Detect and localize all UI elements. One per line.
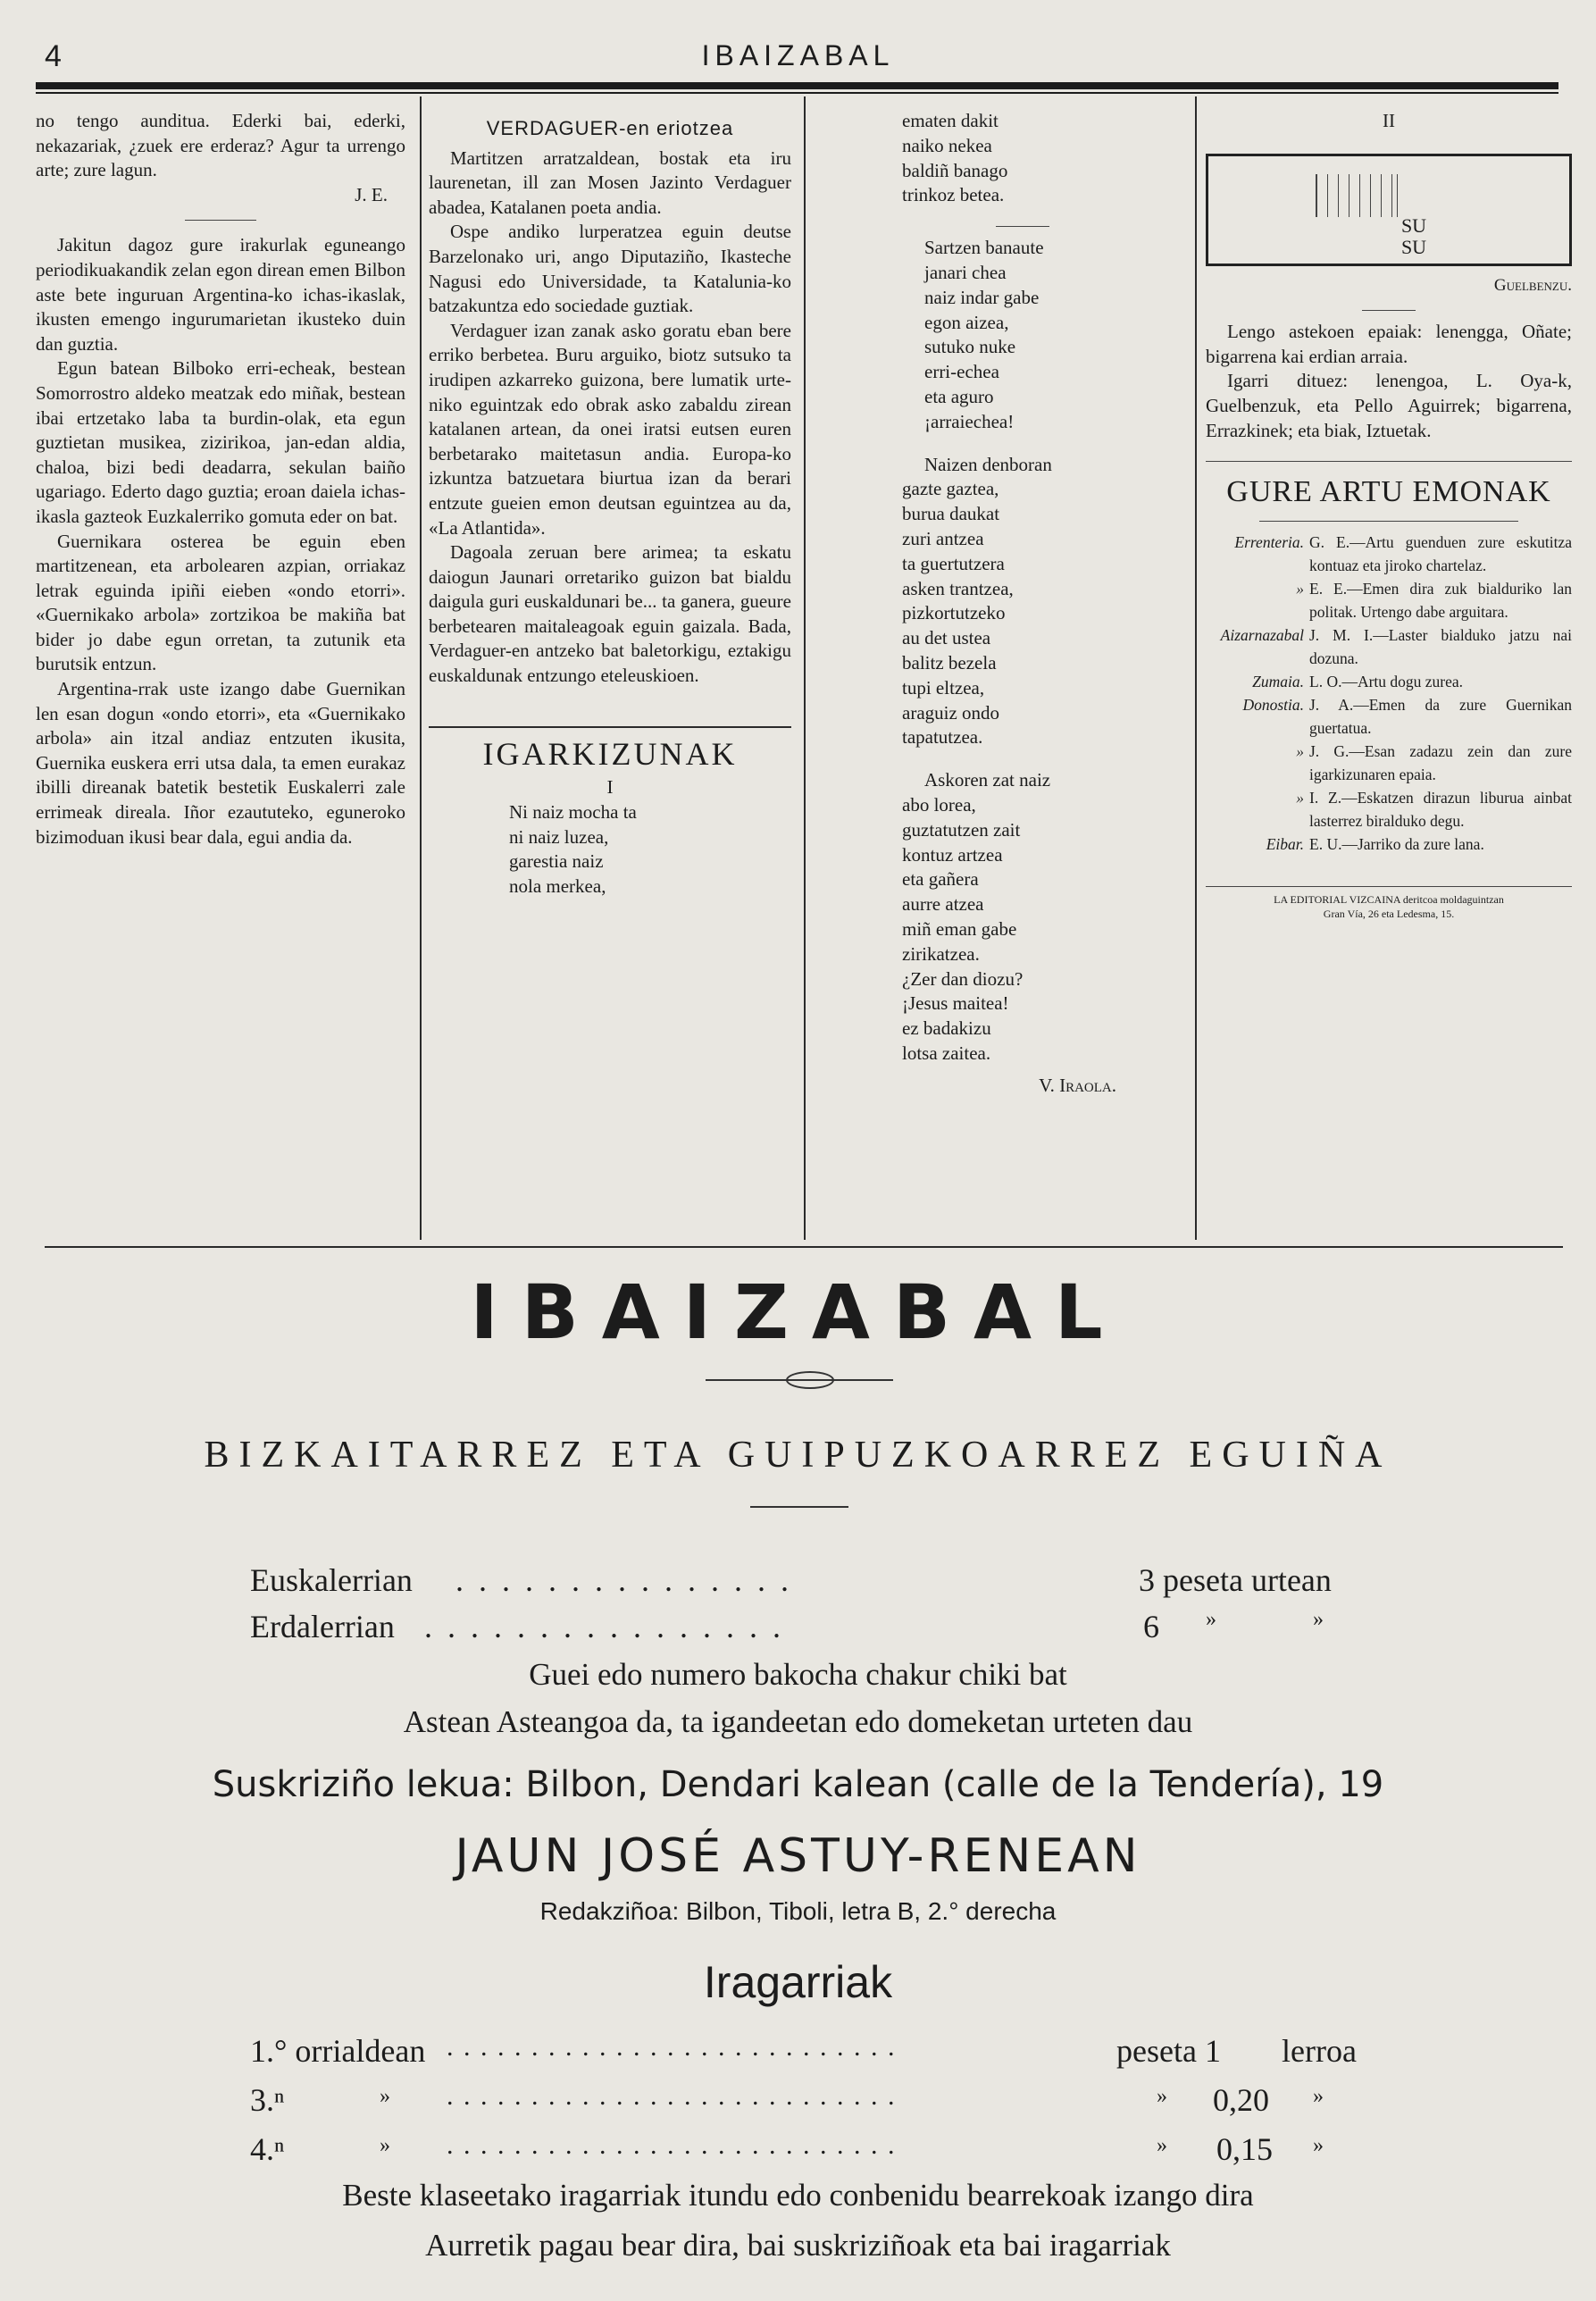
entry-location: Errenteria.	[1234, 532, 1304, 551]
price-dots: . . . . . . . . . . . . . . . .	[424, 1609, 784, 1644]
advertising-heading: Iragarriak	[703, 1957, 893, 2007]
poem-line: Sartzen banaute	[924, 237, 1044, 259]
ditto-mark: »	[1157, 2134, 1167, 2157]
price-value: 3 peseta urtean	[1139, 1562, 1332, 1598]
poem-line: balitz bezela	[902, 651, 997, 674]
editorial-address: Redakziñoa: Bilbon, Tiboli, letra B, 2.° derecha	[539, 1897, 1057, 1925]
entry-text: I. Z.—Eskatzen dirazun liburua ainbat lasterrez biralduko degu.	[1309, 788, 1572, 830]
section-heading: GURE ARTU EMONAK	[1226, 475, 1551, 509]
poem-line: tapatutzea.	[902, 726, 983, 749]
column-1	[36, 109, 405, 849]
price-value: 6	[1143, 1609, 1159, 1644]
ornament	[786, 1371, 834, 1389]
entry-text: E. E.—Emen dira zuk bialduriko lan politak. Urtengo dabe arguitara.	[1309, 579, 1572, 621]
running-title: IBAIZABAL	[701, 39, 895, 71]
poem-line: nola merkea,	[509, 875, 606, 898]
correspondence-entry	[1206, 786, 1572, 833]
poem-line: miñ eman gabe	[902, 917, 1017, 940]
poem-line: zuri antzea	[902, 527, 984, 549]
printer-imprint	[1206, 886, 1572, 921]
poem-line: trinkoz betea.	[902, 184, 1005, 206]
article-paragraph: Egun batean Bilboko erri-echeak, bestean Somorrostro aldeko meatzak edo miñak, bestean ibai ertzetako laba ta burdin-olak, eta egun guztietan musikea, zizirikoa, jan-edan aldia, chaloa, bizi bedi deadarra, sekulan baiño ugariago. Ederto dago guztia; eroan daiela ichas-ikasla gazteok Euzkalerriko gomuta eder on bat.	[36, 357, 405, 527]
ditto-mark: »	[1313, 1608, 1324, 1631]
separator	[1259, 521, 1518, 522]
poem-line: naiz indar gabe	[924, 286, 1040, 308]
header-rule	[36, 82, 1558, 89]
price-dots: . . . . . . . . . . . . . . .	[455, 1562, 792, 1598]
riddle-number: II	[1383, 110, 1395, 131]
ditto-mark: »	[1313, 2085, 1324, 2108]
riddle-number: I	[606, 776, 614, 799]
poem-stanza	[902, 768, 1170, 1067]
poem-line: egon aizea,	[924, 311, 1009, 333]
poem-line: ¡Jesus maitea!	[902, 992, 1009, 1015]
poem-line: ni naiz luzea,	[509, 825, 609, 848]
separator	[185, 220, 256, 221]
article-paragraph: Martitzen arratzaldean, bostak eta iru laurenetan, ill zan Mosen Jazinto Verdaguer abadea, Katalanen poeta andia.	[429, 146, 791, 218]
poem-stanza	[924, 236, 1170, 434]
advert-line: Guei edo numero bakocha chakur chiki bat	[529, 1657, 1067, 1692]
signature: J. E.	[355, 183, 388, 205]
rate-value: 0,20	[1213, 2082, 1269, 2118]
poem-line: janari chea	[924, 261, 1007, 283]
riddle-author: Guelbenzu.	[1493, 275, 1572, 295]
entry-location: Donostia.	[1242, 695, 1304, 714]
publisher-name: JAUN JOSÉ ASTUY-RENEAN	[455, 1829, 1141, 1883]
advert-footer-line: Beste klaseetako iragarriak itundu edo conbenidu bearrekoak izango dira	[342, 2178, 1254, 2213]
riddle-poem	[509, 800, 791, 899]
poem-line: guztatutzen zait	[902, 818, 1021, 841]
section-heading: IGARKIZUNAK	[429, 726, 791, 767]
ditto-mark: »	[1157, 2085, 1167, 2108]
section-rule	[45, 1246, 1563, 1248]
correspondence-entry	[1206, 693, 1572, 740]
entry-location: »	[1296, 788, 1304, 807]
poem-author: V. Iraola.	[1039, 1074, 1116, 1096]
price-label: Euskalerrian	[250, 1562, 413, 1598]
ditto-mark: »	[1313, 2134, 1324, 2157]
riddle-word: SU	[1400, 213, 1427, 237]
answers-paragraph: Igarri dituez: lenengoa, L. Oya-k, Guelbenzuk, eta Pello Aguirrek; bigarrena, Errazkinek; eta biak, Iztuetak.	[1206, 370, 1572, 441]
poem-line: erri-echea	[924, 361, 999, 383]
poem-stanza	[902, 453, 1170, 751]
column-divider	[804, 96, 806, 1240]
rate-value: peseta 1	[1116, 2033, 1221, 2069]
column-2	[429, 109, 791, 899]
riddle-picture	[1316, 174, 1398, 217]
correspondence-entry	[1206, 577, 1572, 623]
advert-title: IBAIZABAL	[470, 1268, 1126, 1356]
entry-location: »	[1296, 579, 1304, 598]
ditto-mark: »	[1206, 1608, 1216, 1631]
correspondence-entry	[1206, 833, 1572, 856]
poem-line: tupi eltzea,	[902, 676, 985, 699]
poem-line: Ni naiz mocha ta	[509, 800, 637, 823]
article-paragraph: Dagoala zeruan bere arimea; ta eskatu daiogun Jaunari orretariko guizon bat bialdu daigula guri euskaldunari be... ta ganera, gueure berbetearen maitaleagoak eguin gaizala. Bada, Verdaguer-en antzeko bat baletorkigu, eztakigu euskaldunak entzungo eteleuskioen.	[429, 541, 791, 687]
entry-text: J. A.—Emen da zure Guernikan guertatua.	[1309, 695, 1572, 737]
correspondence-entry	[1206, 623, 1572, 670]
answers-paragraph: Lengo astekoen epaiak: lenengga, Oñate; bigarrena kai erdian arraia.	[1206, 321, 1572, 367]
entry-text: J. M. I.—Laster bialduko jatzu nai dozuna.	[1309, 625, 1572, 667]
correspondence-entry	[1206, 740, 1572, 786]
poem-line: ematen dakit	[902, 110, 999, 131]
rate-value: 0,15	[1216, 2131, 1273, 2167]
ditto-mark: »	[380, 2134, 390, 2157]
poem-line: araguiz ondo	[902, 701, 1000, 724]
article-paragraph: Guernikara osterea be eguin eben martitzenean, eta arbolearen azpian, orriakaz letrak eguinda ipiñi eieben «ondo etorri». «Guernikako arbola» zortzikoa be makiña bat bider jo dabe egun orretan, ta zutunik eta burutsik entzun.	[36, 530, 405, 675]
poem-line: lotsa zaitea.	[902, 1042, 991, 1064]
article-paragraph: Verdaguer izan zanak asko goratu eban bere erriko berbetea. Buru arguiko, biotz sutsuko ta irudipen azkarreko guizona, bere lumatik urte-niko eguintzak edo obrak asko zabaldu zirean katalanen artean, da onei iratsi eutsen euren berbetarako maitetasun andia. Europa-ko izkuntza batzuetara biurtua izan da berari entzute gueien emon deutsan eguintzea au da, «La Atlantida».	[429, 319, 791, 539]
rate-dots: . . . . . . . . . . . . . . . . . . . . . . . . . . .	[447, 2130, 897, 2160]
article-paragraph: Ospe andiko lurperatzea eguin deutse Barzelonako uri, ango Diputaziño, Ikasteche Nagusi edo Universidade, ta Katalunia-ko batzakuntza edo sociedade guztiak.	[429, 221, 791, 317]
ornament-rule	[750, 1506, 848, 1508]
poem-line: garestia naiz	[509, 850, 604, 873]
column-divider	[1195, 96, 1197, 1240]
correspondence-entry	[1206, 531, 1572, 577]
price-label: Erdalerrian	[250, 1609, 395, 1644]
poem-line: zirikatzea.	[902, 942, 980, 965]
article-paragraph: no tengo aunditua. Ederki bai, ederki, nekazariak, ¿zuek ere erderaz? Agur ta urrengo arte; zure lagun.	[36, 110, 405, 181]
entry-location: Zumaia.	[1252, 672, 1304, 690]
poem-line: pizkortutzeko	[902, 602, 1006, 624]
separator	[996, 226, 1049, 227]
poem-stanza	[902, 109, 1170, 208]
rate-dots: . . . . . . . . . . . . . . . . . . . . . . . . . . .	[447, 2081, 897, 2111]
poem-line: eta gañera	[902, 868, 979, 891]
poem-line: Naizen denboran	[924, 453, 1052, 475]
column-divider	[420, 96, 422, 1240]
riddle-picture-frame	[1206, 154, 1572, 266]
entry-text: J. G.—Esan zadazu zein dan zure igarkizunaren epaia.	[1309, 741, 1572, 783]
poem-line: kontuz artzea	[902, 843, 1003, 866]
rate-unit: lerroa	[1282, 2033, 1357, 2069]
advert-line: Astean Asteangoa da, ta igandeetan edo domeketan urteten dau	[403, 1704, 1193, 1739]
subscription-address: Suskriziño lekua: Bilbon, Dendari kalean (calle de la Tendería), 19	[212, 1764, 1384, 1805]
poem-line: baldiñ banago	[902, 159, 1008, 181]
poem-line: au det ustea	[902, 627, 991, 649]
column-3	[875, 109, 1170, 1098]
poem-line: ta guertutzera	[902, 552, 1005, 574]
column-4	[1206, 109, 1572, 921]
ditto-mark: »	[380, 2085, 390, 2108]
separator	[1206, 461, 1572, 462]
advert-subtitle: BIZKAITARREZ ETA GUIPUZKOARREZ EGUIÑA	[204, 1435, 1392, 1476]
page-number: 4	[45, 39, 62, 73]
header-rule-thin	[36, 92, 1558, 94]
entry-text: L. O.—Artu dogu zurea.	[1309, 672, 1464, 690]
rate-label: 1.° orrialdean	[250, 2033, 426, 2069]
poem-line: sutuko nuke	[924, 336, 1016, 358]
poem-line: Askoren zat naiz	[924, 769, 1051, 791]
article-heading: VERDAGUER-en eriotzea	[486, 117, 734, 139]
riddle-picture-text	[1342, 215, 1485, 258]
poem-line: ¿Zer dan diozu?	[902, 967, 1024, 990]
poem-line: naiko nekea	[902, 134, 992, 156]
advert-footer-line: Aurretik pagau bear dira, bai suskriziñoak eta bai iragarriak	[425, 2228, 1171, 2263]
poem-line: burua daukat	[902, 503, 1000, 525]
poem-line: asken trantzea,	[902, 577, 1014, 599]
poem-line: eta aguro	[924, 385, 994, 407]
entry-location: Eibar.	[1266, 834, 1304, 853]
imprint-line: LA EDITORIAL VIZCAINA deritcoa moldaguintzan	[1274, 892, 1504, 906]
separator	[1362, 310, 1416, 311]
entry-location: »	[1296, 741, 1304, 760]
correspondence-entry	[1206, 670, 1572, 693]
article-paragraph: Jakitun dagoz gure irakurlak eguneango periodikuakandik zelan egon direan emen Bilbon aste bete inguruan Argentina-ko ichas-ikaslak, ikusten emengo ingurumarietan ikusteko duin dan guztia.	[36, 234, 405, 355]
poem-line: abo lorea,	[902, 793, 976, 816]
imprint-line: Gran Vía, 26 eta Ledesma, 15.	[1323, 907, 1455, 920]
rate-label: 4.ⁿ	[250, 2131, 285, 2167]
entry-location: Aizarnazabal	[1220, 625, 1304, 644]
rate-label: 3.ⁿ	[250, 2082, 285, 2118]
entry-text: E. U.—Jarriko da zure lana.	[1309, 834, 1484, 853]
rate-dots: . . . . . . . . . . . . . . . . . . . . . . . . . . .	[447, 2032, 897, 2062]
riddle-word: SU	[1400, 235, 1427, 258]
poem-line: ¡arraiechea!	[924, 410, 1015, 432]
poem-line: aurre atzea	[902, 893, 984, 916]
article-paragraph: Argentina-rrak uste izango dabe Guernikan len esan dogun «ondo etorri», eta «Guernikako arbola» ain itzal andiaz entzuten ikusita, Guernika euskera erri utsa dala, ta emen eurakaz ibilli direanak batetik bestetik Euskalerri zale errimeak direala. Iñor ezaututeko, eguneroko bizimoduan ikusi bear dala, egui andia da.	[36, 678, 405, 848]
poem-line: ez badakizu	[902, 1017, 991, 1040]
poem-line: gazte gaztea,	[902, 478, 999, 500]
entry-text: G. E.—Artu guenduen zure eskutitza kontuaz eta jiroko chartelaz.	[1309, 532, 1572, 574]
